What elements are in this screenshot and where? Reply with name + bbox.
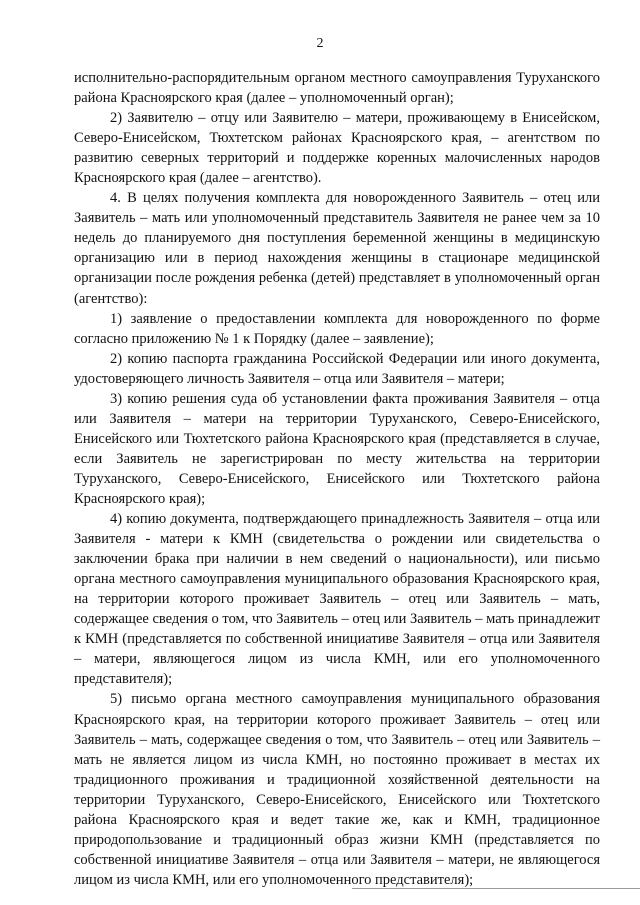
paragraph-item-1-application: 1) заявление о предоставлении комплекта для новорожденного по форме согласно приложению № 1 к Порядку (далее – заявление); [74,310,600,347]
document-body [74,68,600,890]
bottom-scan-line [352,888,640,889]
paragraph-item-3-court-decision: 3) копию решения суда об установлении факта проживания Заявителя – отца или Заявителя – матери на территории Туруханского, Северо-Енисейского, Енисейского или Тюхтетского района Красноярского края (представляется в случае, если Заявитель не зарегистрирован по месту жительства на территории Туруханского, Северо-Енисейского, Енисейского или Тюхтетского района Красноярского края); [74,390,600,507]
paragraph-item-2-passport: 2) копию паспорта гражданина Российской Федерации или иного документа, удостоверяющего личность Заявителя – отца или Заявителя – матери; [74,350,600,387]
page-number: 2 [316,36,324,51]
paragraph-item-5-municipal-letter: 5) письмо органа местного самоуправления муниципального образования Красноярского края, на территории которого проживает Заявитель – отец или Заявитель – мать, содержащее сведения о том, что Заявитель – отец или Заявитель – мать не является лицом из числа КМН, но постоянно проживает в местах их традиционного проживания и традиционной хозяйственной деятельности на территории Туруханского, Северо-Енисейского, Енисейского или Тюхтетского района Красноярского края и ведет такие же, как и КМН, традиционное природопользование и традиционный образ жизни КМН (представляется по собственной инициативе Заявителя – отца или Заявителя – матери, не являющегося лицом из числа КМН, или его уполномоченного представителя); [74,691,600,888]
paragraph-item-2-agency: 2) Заявителю – отцу или Заявителю – матери, проживающему в Енисейском, Северо-Енисейском, Тюхтетском районах Красноярского края, – агентством по развитию северных территорий и поддержке коренных малочисленных народов Красноярского края (далее – агентство). [74,110,600,187]
paragraph-item-4-kmn-document: 4) копию документа, подтверждающего принадлежность Заявителя – отца или Заявителя - матери к КМН (свидетельства о рождении или свидетельства о заключении брака при наличии в нем сведений о национальности), или письмо органа местного самоуправления муниципального образования Красноярского края, на территории которого проживает Заявитель – отец или Заявитель – мать, содержащее сведения о том, что Заявитель – отец или Заявитель – мать принадлежит к КМН (представляется по собственной инициативе Заявителя – отца или Заявителя – матери, являющегося лицом из числа КМН, или его уполномоченного представителя); [74,511,600,688]
paragraph-section-4: 4. В целях получения комплекта для новорожденного Заявитель – отец или Заявитель – мать или уполномоченный представитель Заявителя не ранее чем за 10 недель до планируемого дня поступления беременной женщины в медицинскую организацию или в период нахождения женщины в стационаре медицинской организации после рождения ребенка (детей) представляет в уполномоченный орган (агентство): [74,190,600,307]
paragraph-continuation: исполнительно-распорядительным органом местного самоуправления Туруханского района Красноярского края (далее – уполномоченный орган); [74,70,600,107]
